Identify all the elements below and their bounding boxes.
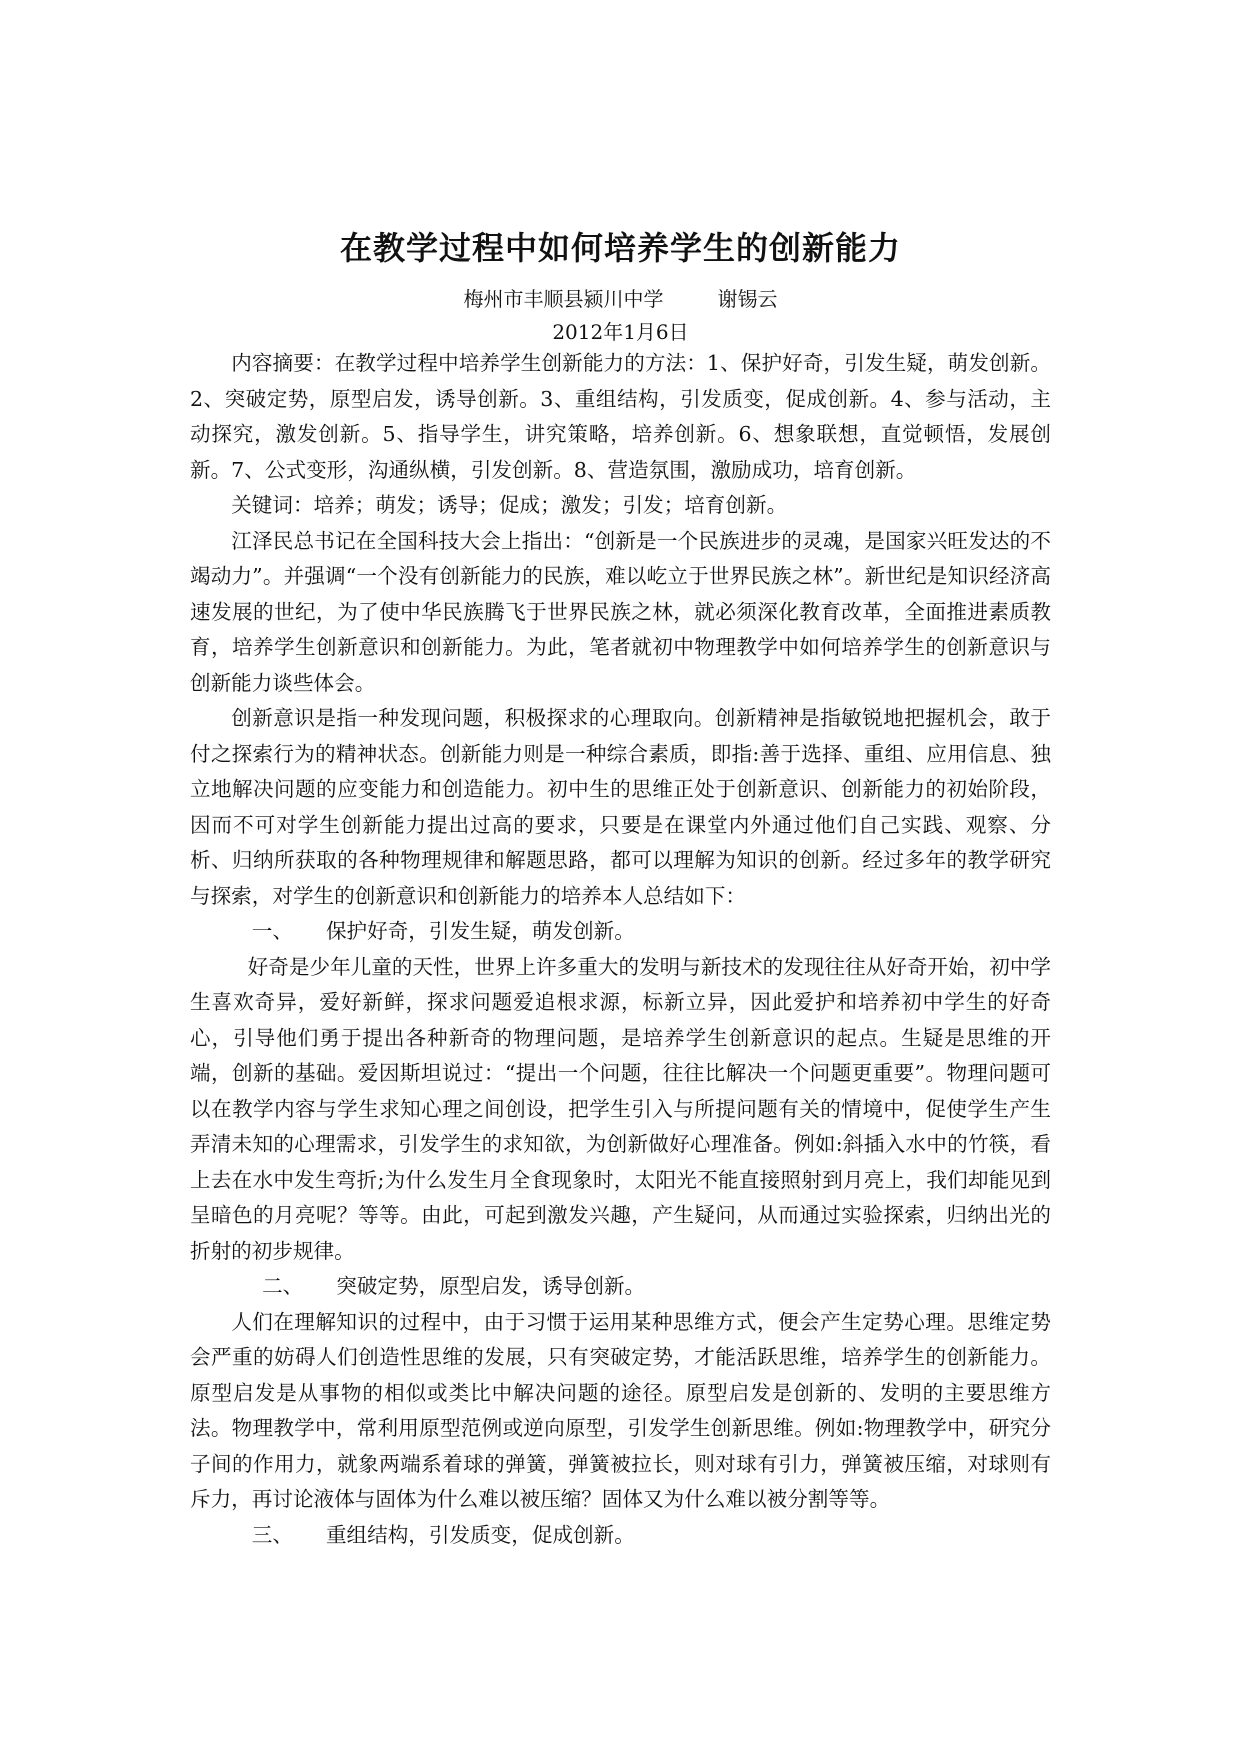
section-paragraph: 人们在理解知识的过程中，由于习惯于运用某种思维方式，便会产生定势心理。思维定势会严重的妨碍人们创造性思维的发展，只有突破定势，才能活跃思维，培养学生的创新能力。原型启发是从事物的相似或类比中解决问题的途径。原型启发是创新的、发明的主要思维方法。物理教学中，常利用原型范例或逆向原型，引发学生创新思维。例如:物理教学中，研究分子间的作用力，就象两端系着球的弹簧，弹簧被拉长，则对球有引力，弹簧被压缩，对球则有斥力，再讨论液体与固体为什么难以被压缩？固体又为什么难以被分割等等。 bbox=[190, 1309, 1051, 1511]
section-number: 一、 bbox=[251, 919, 293, 943]
abstract-paragraph: 内容摘要：在教学过程中培养学生创新能力的方法：1、保护好奇，引发生疑，萌发创新。2、突破定势，原型启发，诱导创新。3、重组结构，引发质变，促成创新。4、参与活动，主动探究，激发创新。5、指导学生，讲究策略，培养创新。6、想象联想，直觉顿悟，发展创新。7、公式变形，沟通纵横，引发创新。8、营造氛围，激励成功，培育创新。 bbox=[190, 351, 1051, 482]
byline bbox=[0, 283, 1241, 315]
author-school: 梅州市丰顺县颍川中学 bbox=[463, 287, 664, 311]
intro-paragraph: 江泽民总书记在全国科技大会上指出：“创新是一个民族进步的灵魂，是国家兴旺发达的不竭动力”。并强调“一个没有创新能力的民族，难以屹立于世界民族之林”。新世纪是知识经济高速发展的世纪，为了使中华民族腾飞于世界民族之林，就必须深化教育改革，全面推进素质教育，培养学生创新意识和创新能力。为此，笔者就初中物理教学中如何培养学生的创新意识与创新能力谈些体会。 bbox=[190, 528, 1051, 695]
section-title: 重组结构，引发质变，促成创新。 bbox=[325, 1522, 635, 1547]
author-name: 谢锡云 bbox=[717, 287, 778, 311]
section-heading bbox=[190, 1269, 1051, 1305]
section-heading bbox=[190, 914, 1051, 950]
publish-date: 2012年1月6日 bbox=[552, 320, 689, 344]
section-number: 二、 bbox=[262, 1274, 304, 1298]
page-title: 在教学过程中如何培养学生的创新能力 bbox=[339, 229, 901, 267]
section-heading bbox=[190, 1518, 1051, 1554]
keywords-paragraph: 关键词：培养；萌发；诱导；促成；激发；引发；培育创新。 bbox=[231, 493, 788, 517]
intro-paragraph: 创新意识是指一种发现问题，积极探求的心理取向。创新精神是指敏锐地把握机会，敢于付之探索行为的精神状态。创新能力则是一种综合素质，即指:善于选择、重组、应用信息、独立地解决问题的应变能力和创造能力。初中生的思维正处于创新意识、创新能力的初始阶段，因而不可对学生创新能力提出过高的要求，只要是在课堂内外通过他们自己实践、观察、分析、归纳所获取的各种物理规律和解题思路，都可以理解为知识的创新。经过多年的教学研究与探索，对学生的创新意识和创新能力的培养本人总结如下： bbox=[190, 706, 1051, 908]
section-title: 保护好奇，引发生疑，萌发创新。 bbox=[325, 919, 635, 943]
document-body bbox=[190, 346, 1051, 1553]
section-number: 三、 bbox=[251, 1522, 293, 1547]
section-title: 突破定势，原型启发，诱导创新。 bbox=[336, 1274, 646, 1298]
section-paragraph: 好奇是少年儿童的天性，世界上许多重大的发明与新技术的发现往往从好奇开始，初中学生喜欢奇异，爱好新鲜，探求问题爱追根求源，标新立异，因此爱护和培养初中学生的好奇心，引导他们勇于提出各种新奇的物理问题，是培养学生创新意识的起点。生疑是思维的开端，创新的基础。爱因斯坦说过：“提出一个问题，往往比解决一个问题更重要”。物理问题可以在教学内容与学生求知心理之间创设，把学生引入与所提问题有关的情境中，促使学生产生弄清未知的心理需求，引发学生的求知欲，为创新做好心理准备。例如:斜插入水中的竹筷，看上去在水中发生弯折;为什么发生月全食现象时，太阳光不能直接照射到月亮上，我们却能见到呈暗色的月亮呢？等等。由此，可起到激发兴趣，产生疑问，从而通过实验探索，归纳出光的折射的初步规律。 bbox=[190, 954, 1051, 1263]
